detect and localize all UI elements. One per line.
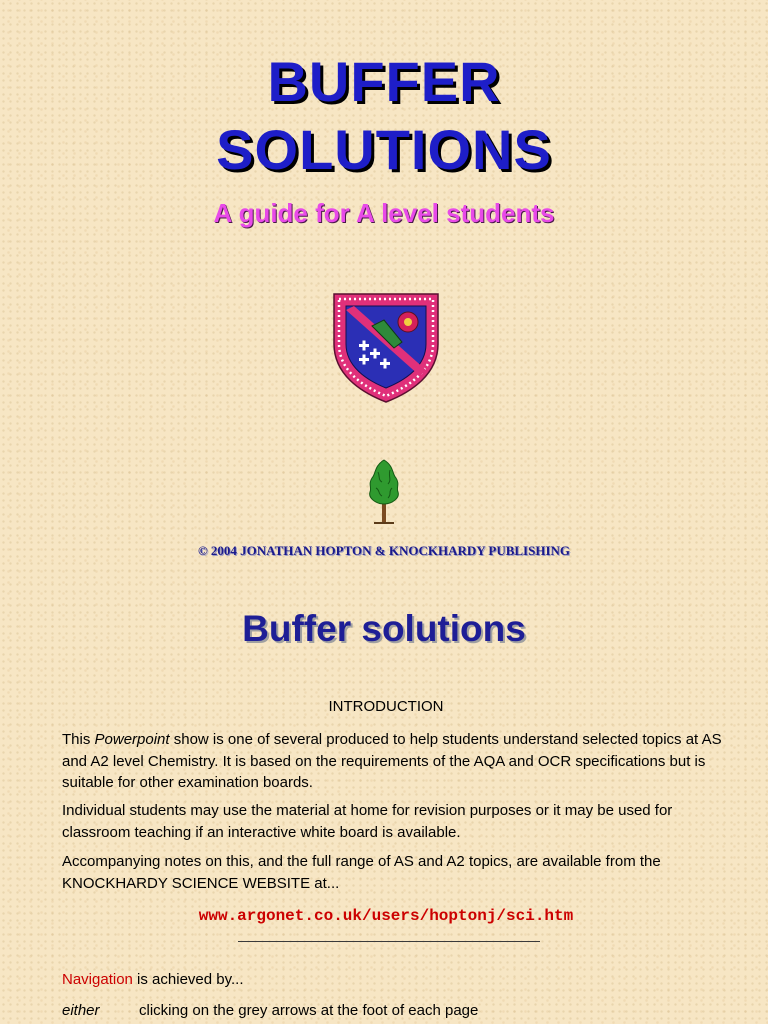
navigation-line	[62, 971, 244, 988]
title-line-2: SOLUTIONS	[216, 118, 552, 181]
either-line	[62, 1002, 478, 1019]
navigation-text: is achieved by...	[132, 971, 244, 988]
paragraph-text: show is one of several produced to help students understand selected topics at AS and A2 level Chemistry. It is based on the requirements of the AQA and OCR specifications but is suitable for other examination boards.	[62, 731, 722, 791]
divider	[238, 941, 540, 942]
navigation-label: Navigation	[62, 971, 133, 988]
section-heading: Buffer solutions	[242, 608, 526, 649]
intro-paragraph-2: Individual students may use the material at home for revision purposes or it may be used for classroom teaching if an interactive white board is available.	[62, 802, 673, 841]
intro-paragraph-1	[62, 729, 722, 794]
intro-label: INTRODUCTION	[328, 698, 444, 715]
copyright-notice: © 2004 JONATHAN HOPTON & KNOCKHARDY PUBLISHING	[197, 543, 571, 558]
intro-paragraph-3: Accompanying notes on this, and the full range of AS and A2 topics, are available from the KNOCKHARDY SCIENCE WEBSITE at...	[62, 853, 661, 892]
website-link[interactable]: www.argonet.co.uk/users/hoptonj/sci.htm	[198, 907, 574, 925]
subtitle: A guide for A level students	[213, 198, 555, 228]
crest-icon	[332, 292, 440, 404]
paragraph-text: This	[62, 731, 95, 748]
either-label: either	[62, 1002, 100, 1019]
tree-icon	[366, 458, 402, 526]
powerpoint-emphasis: Powerpoint	[94, 731, 170, 748]
either-text: clicking on the grey arrows at the foot of each page	[139, 1002, 479, 1019]
title-line-1: BUFFER	[267, 50, 501, 113]
